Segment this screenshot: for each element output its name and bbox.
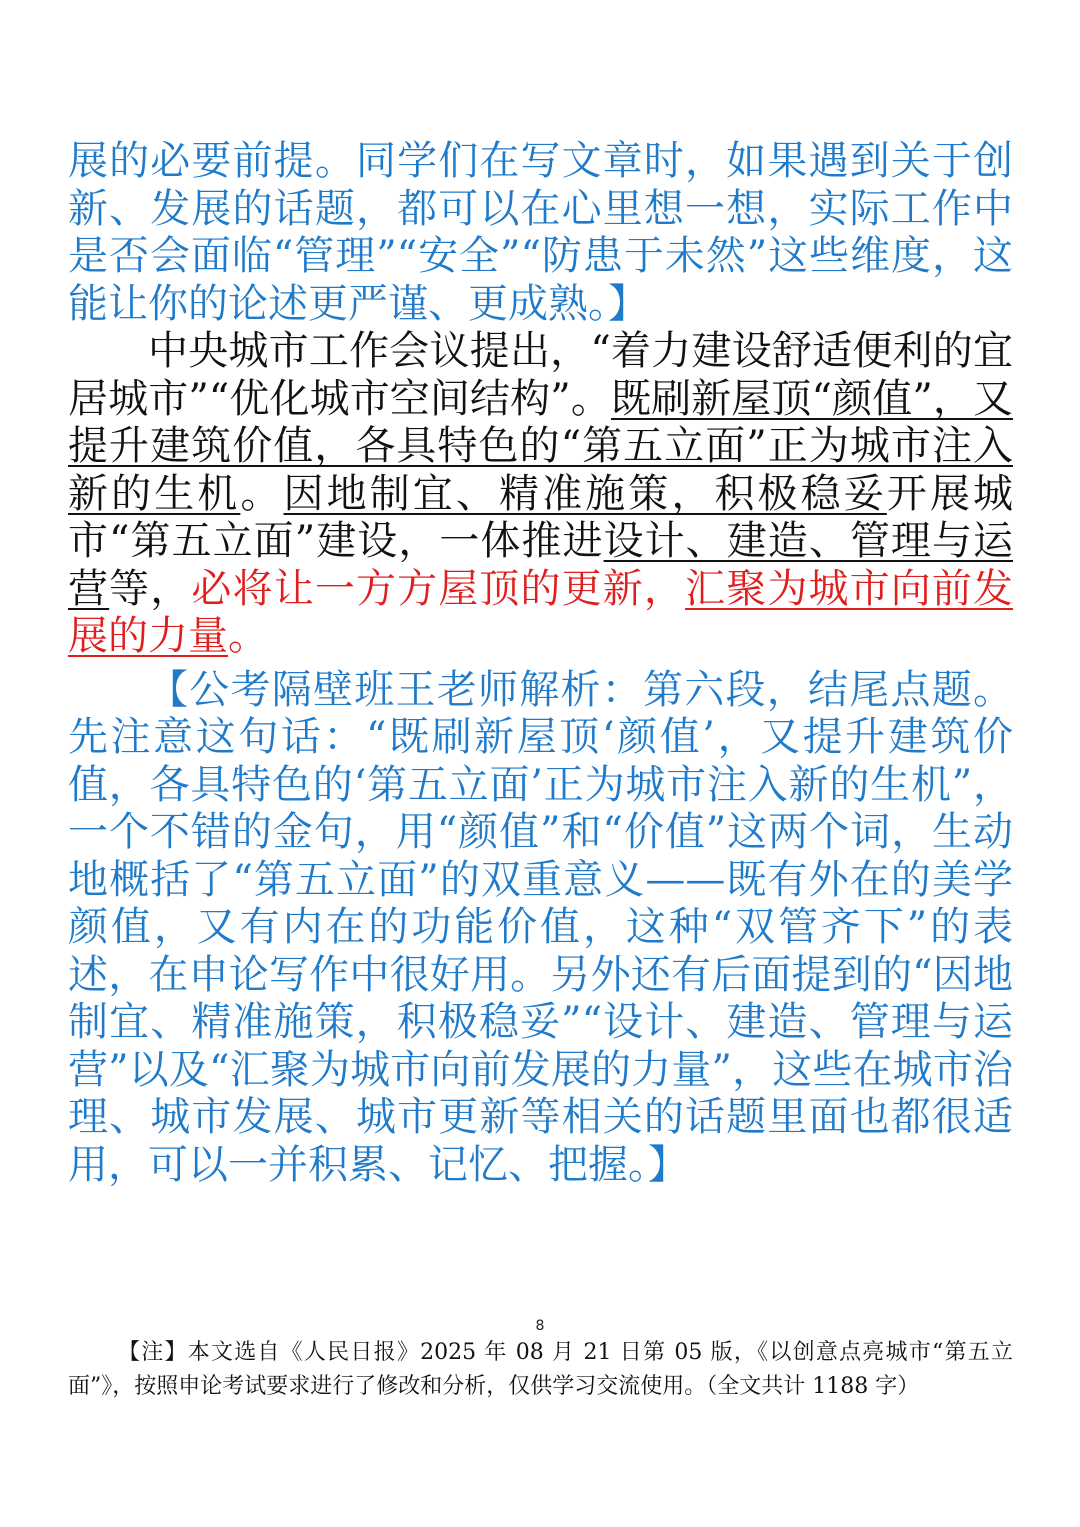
analysis-text: 【公考隔壁班王老师解析：第六段，结尾点题。先注意这句话：“既刷新屋顶‘颜值’，又提升建筑价值，各具特色的‘第五立面’正为城市注入新的生机”，一个不错的金句，用“颜值”和“价值”这两个词，生动地概括了“第五立面”的双重意义——既有外在的美学颜值，又有内在的功能价值，这种“双管齐下”的表述，在申论写作中很好用。另外还有后面提到的“因地制宜、精准施策，积极稳妥”“设计、建造、管理与运营”以及“汇聚为城市向前发展的力量”，这些在城市治理、城市发展、城市更新等相关的话题里面也都很适用，可以一并积累、记忆、把握。】 (68, 666, 1013, 1188)
document-page (68, 138, 1013, 1189)
underlined-sentence: 既刷新屋顶“颜值”，又提升建筑价值，各具特色的“第五立面”正为城市注入新的生机 (68, 375, 1013, 517)
page-number: 8 (535, 1318, 545, 1334)
body-sentence: 开展城市“第五立面”建设，一体推进 (68, 470, 1014, 564)
body-sentence: 等， (109, 565, 192, 612)
punctuation: 。 (228, 613, 268, 659)
punctuation: 。 (240, 470, 284, 517)
underlined-phrase: 因地制宜、精准施策，积极稳妥 (283, 470, 887, 517)
red-highlight-sentence: 必将让一方方屋顶的更新， (191, 565, 686, 612)
body-sentence: 中央城市工作会议提出，“着力建设舒适便利的宜居城市”“优化城市空间结构”。 (68, 328, 1013, 422)
red-underlined-phrase: 汇聚为城市向前发展的力量 (68, 565, 1014, 659)
body-paragraph (68, 328, 1013, 661)
analysis-paragraph-end (68, 138, 1013, 328)
underlined-phrase: 设计、建造、管理与运营 (68, 518, 1014, 612)
source-note: 【注】本文选自《人民日报》2025 年 08 月 21 日第 05 版，《以创意点亮城市“第五立面”》，按照申论考试要求进行了修改和分析，仅供学习交流使用。（全文共计 1188 字） (68, 1340, 1013, 1399)
analysis-text: 展的必要前提。同学们在写文章时，如果遇到关于创新、发展的话题，都可以在心里想一想，实际工作中是否会面临“管理”“安全”“防患于未然”这些维度，这能让你的论述更严谨、更成熟。】 (68, 138, 1013, 327)
analysis-paragraph (68, 667, 1013, 1190)
